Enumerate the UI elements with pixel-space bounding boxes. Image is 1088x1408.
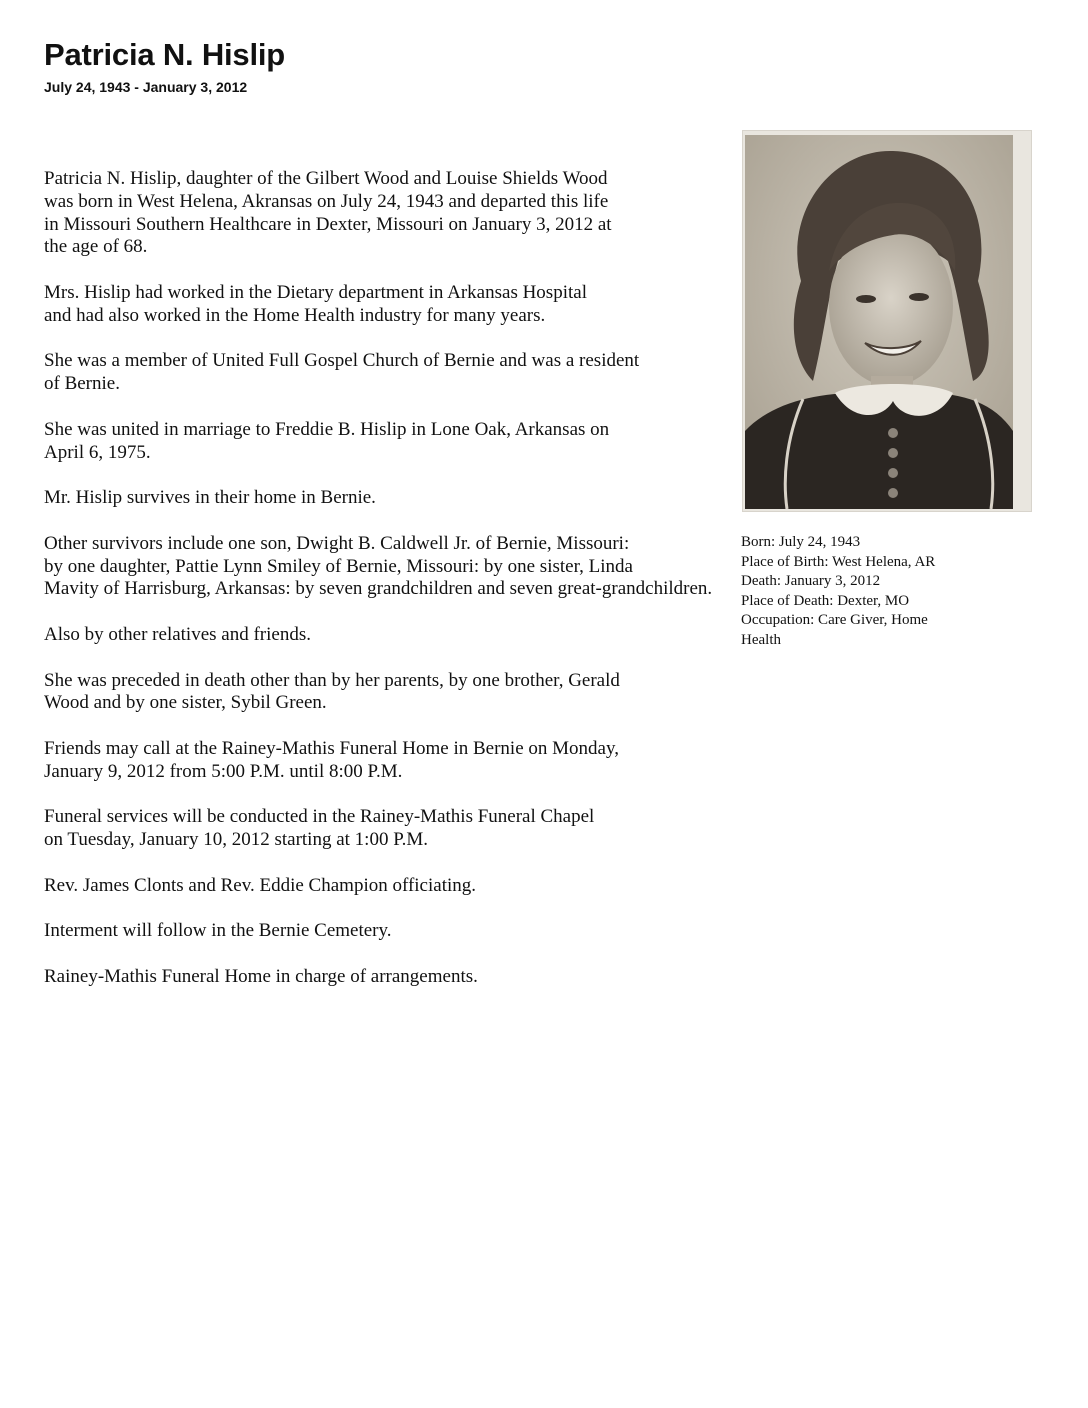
obituary-paragraph: She was preceded in death other than by her parents, by one brother, Gerald Wood and by one sister, Sybil Green. <box>44 669 620 714</box>
portrait-photo <box>742 130 1032 512</box>
fact-born: Born: July 24, 1943 <box>741 534 861 550</box>
obituary-paragraph: Patricia N. Hislip, daughter of the Gilbert Wood and Louise Shields Wood was born in West Helena, Akransas on July 24, 1943 and departed this life in Missouri Southern Healthcare in Dexter, Missouri on January 3, 2012 at the age of 68. <box>44 168 612 258</box>
life-dates: July 24, 1943 - January 3, 2012 <box>44 79 248 95</box>
obituary-paragraph: Friends may call at the Rainey-Mathis Funeral Home in Bernie on Monday, January 9, 2012 from 5:00 P.M. until 8:00 P.M. <box>44 737 619 782</box>
obituary-paragraph: Other survivors include one son, Dwight B. Caldwell Jr. of Bernie, Missouri: by one daughter, Pattie Lynn Smiley of Bernie, Missouri: by one sister, Linda Mavity of Harrisburg, Arkansas: by seven grandchildren and seven great-grandchildren. <box>44 532 713 600</box>
obituary-paragraph: Funeral services will be conducted in the Rainey-Mathis Funeral Chapel on Tuesday, January 10, 2012 starting at 1:00 P.M. <box>44 806 595 851</box>
obituary-paragraph: She was a member of United Full Gospel Church of Bernie and was a resident of Bernie. <box>44 350 640 395</box>
obituary-paragraph: Mr. Hislip survives in their home in Bernie. <box>44 487 376 509</box>
obituary-paragraph: Rev. James Clonts and Rev. Eddie Champion officiating. <box>44 874 477 896</box>
fact-occupation: Occupation: Care Giver, Home Health <box>741 612 928 648</box>
vital-facts <box>741 533 991 651</box>
fact-place-of-birth: Place of Birth: West Helena, AR <box>741 553 936 570</box>
obituary-text <box>44 168 734 1011</box>
portrait-illustration <box>743 131 1031 511</box>
obituary-paragraph: She was united in marriage to Freddie B. Hislip in Lone Oak, Arkansas on April 6, 1975. <box>44 418 610 463</box>
fact-place-of-death: Place of Death: Dexter, MO <box>741 592 910 609</box>
obituary-paragraph: Interment will follow in the Bernie Cemetery. <box>44 920 392 942</box>
page-title: Patricia N. Hislip <box>44 37 286 72</box>
obituary-paragraph: Mrs. Hislip had worked in the Dietary department in Arkansas Hospital and had also worked in the Home Health industry for many years. <box>44 281 587 326</box>
obituary-paragraph: Rainey-Mathis Funeral Home in charge of arrangements. <box>44 965 478 987</box>
fact-death: Death: January 3, 2012 <box>741 573 881 590</box>
obituary-paragraph: Also by other relatives and friends. <box>44 623 311 645</box>
